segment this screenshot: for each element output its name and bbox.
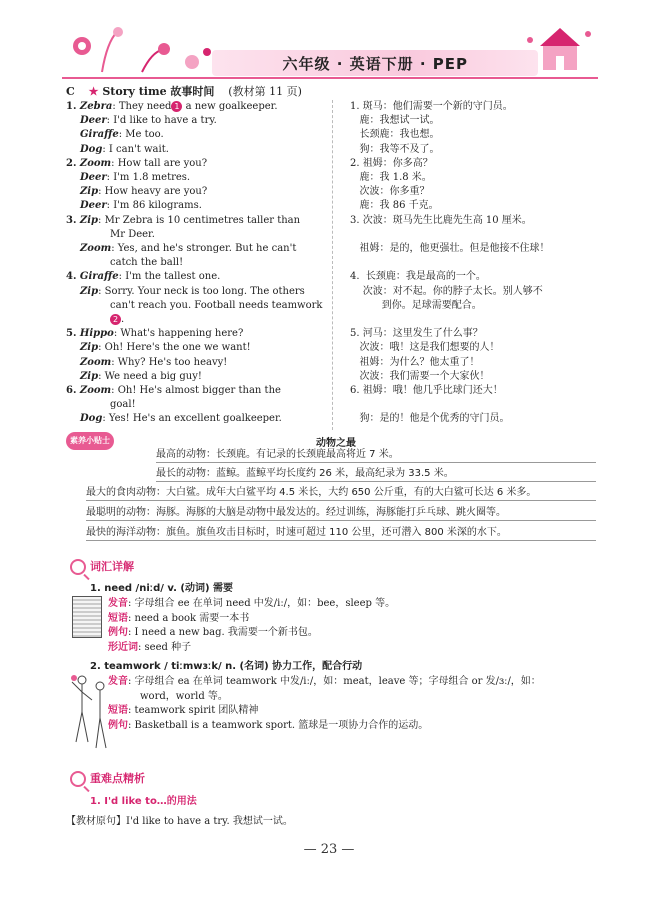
speaker-name: Deer — [80, 115, 107, 127]
line-text: : Why? He's too heavy! — [111, 356, 228, 368]
translation-line: 鹿：我想试一试。 — [350, 115, 440, 127]
headword: 1. need /niːd/ v. (动词) 需要 — [90, 583, 234, 594]
translation-line: 鹿：我 86 千克。 — [350, 200, 439, 212]
similar-key: 形近词 — [108, 641, 138, 653]
phrase-text: : need a book 需要一本书 — [128, 612, 250, 624]
story-line — [66, 100, 316, 114]
tips-badge: 素养小贴士 — [66, 432, 114, 450]
story-line — [66, 171, 316, 185]
line-text: : Oh! Here's the one we want! — [98, 342, 251, 354]
story-line — [66, 356, 316, 370]
section-source: (教材第 11 页) — [228, 85, 302, 98]
speaker-name: Zip — [80, 285, 99, 297]
line-text: . — [121, 314, 125, 326]
basketball-players-icon — [70, 672, 110, 752]
line-text: : Yes, and he's stronger. But he can't — [111, 243, 297, 255]
similar-text: : seed 种子 — [138, 641, 192, 653]
phrase-text: : teamwork spirit 团队精神 — [128, 705, 259, 716]
header-title: 六年级 · 英语下册 · PEP — [282, 55, 468, 73]
story-line — [66, 143, 316, 157]
speaker-name: Zoom — [79, 157, 112, 169]
vocab-details-need — [108, 597, 598, 655]
translation-line: 6. 祖姆：哦！他几乎比球门还大！ — [350, 385, 503, 397]
story-line — [66, 384, 316, 398]
line-text: : What's happening here? — [113, 328, 244, 340]
speaker-name: Giraffe — [79, 271, 119, 283]
column-divider — [332, 100, 333, 430]
vocab-entry-need — [90, 582, 233, 597]
story-line — [66, 256, 316, 270]
keypoints-sub: 1. I'd like to…的用法 — [90, 796, 197, 807]
translation-line: 长颈鹿：我也想。 — [350, 129, 440, 141]
speaker-name: Zip — [80, 186, 99, 198]
section-title: Story time 故事时间 — [102, 85, 215, 98]
phrase-key: 短语 — [108, 612, 128, 624]
line-text: : I'm 1.8 metres. — [106, 172, 191, 184]
translation-line: 狗：我等不及了。 — [350, 143, 440, 155]
story-line — [66, 228, 316, 242]
line-text: : We need a big guy! — [98, 370, 202, 382]
line-number: 4. — [66, 271, 80, 283]
line-text: : Mr Zebra is 10 centimetres taller than — [98, 214, 301, 226]
story-line — [66, 185, 316, 199]
story-line — [66, 157, 316, 171]
example-text: : Basketball is a teamwork sport. 篮球是一项协力合作的运动。 — [128, 719, 429, 731]
story-line — [66, 341, 316, 355]
story-line — [66, 398, 316, 412]
note-marker: 1 — [171, 101, 182, 112]
translation-line: 到你。足球需要配合。 — [350, 299, 482, 311]
pron-text: : 字母组合 ee 在单词 need 中发/iː/，如：bee，sleep 等。 — [128, 598, 396, 609]
vocab-heading — [70, 558, 134, 575]
translation-line: 5. 河马：这里发生了什么事？ — [350, 328, 483, 340]
tip-row: 最聪明的动物：海豚。海豚的大脑是动物中最发达的。经过训练，海豚能打乒乓球、跳火圈等。 — [86, 504, 596, 521]
line-text: : Oh! He's almost bigger than the — [111, 385, 281, 397]
tips-title: 动物之最 — [316, 438, 356, 449]
star-icon: ★ — [88, 85, 99, 98]
pron-text: : 字母组合 ea 在单词 teamwork 中发/iː/，如：meat，leave 等；字母组合 or 发/ɜː/，如： — [128, 676, 541, 687]
note-marker: 2 — [110, 314, 121, 325]
keypoints-heading — [70, 770, 145, 787]
book-icon — [72, 596, 102, 638]
story-line — [66, 214, 316, 228]
story-chinese-column — [350, 100, 600, 427]
translation-line: 次波：我们需要一个大家伙！ — [350, 370, 490, 382]
line-text: : How tall are you? — [111, 157, 208, 169]
line-text: can't reach you. Football needs teamwork — [110, 299, 323, 311]
header-rule — [62, 77, 598, 79]
line-text: a new goalkeeper. — [182, 101, 278, 112]
speaker-name: Deer — [80, 172, 107, 184]
translation-line — [350, 313, 600, 327]
line-number: 2. — [66, 157, 80, 169]
story-line — [66, 327, 316, 341]
floral-decoration-icon — [62, 22, 232, 78]
translation-line: 3. 次波：斑马先生比鹿先生高 10 厘米。 — [350, 214, 532, 226]
line-text: Mr Deer. — [110, 228, 155, 240]
tip-row: 最长的动物：蓝鲸。蓝鲸平均长度约 26 米，最高纪录为 33.5 米。 — [156, 465, 596, 482]
pron-text-cont: word，world 等。 — [140, 690, 228, 702]
speaker-name: Zoom — [79, 385, 112, 397]
story-english-column — [66, 100, 323, 427]
translation-line — [350, 228, 600, 242]
speaker-name: Zip — [80, 370, 99, 382]
line-text: : I can't wait. — [102, 143, 169, 155]
tip-row: 最快的海洋动物：旗鱼。旗鱼攻击目标时，时速可超过 110 公里，还可潜入 800 米深的水下。 — [86, 524, 596, 541]
translation-line: 次波：哦！这是我们想要的人！ — [350, 342, 500, 354]
line-number: 1. — [66, 101, 80, 112]
story-line — [66, 199, 316, 213]
story-line — [66, 128, 316, 142]
line-text: : I'm the tallest one. — [118, 271, 221, 283]
tip-row: 最高的动物：长颈鹿。有记录的长颈鹿最高将近 7 米。 — [156, 446, 596, 463]
pron-key: 发音 — [108, 598, 128, 609]
vocab-details-teamwork — [108, 675, 598, 733]
phrase-key: 短语 — [108, 705, 128, 716]
line-text: : Me too. — [118, 129, 164, 141]
keypoints-subheading — [90, 795, 197, 810]
line-number: 5. — [66, 328, 80, 340]
pron-key: 发音 — [108, 676, 128, 687]
section-letter: C — [66, 85, 75, 98]
keypoints-title: 重难点精析 — [90, 772, 145, 785]
example-key: 例句 — [108, 627, 128, 638]
example-text: : I need a new bag. 我需要一个新书包。 — [128, 627, 318, 638]
story-line — [66, 270, 316, 284]
line-text: : They need — [112, 101, 172, 112]
line-number: 3. — [66, 214, 80, 226]
speaker-name: Dog — [80, 143, 103, 155]
translation-line: 2. 祖姆：你多高？ — [350, 157, 433, 169]
translation-line: 次波：对不起。你的脖子太长。别人够不 — [350, 285, 543, 297]
speaker-name: Hippo — [79, 328, 114, 340]
vocab-title: 词汇详解 — [90, 560, 134, 573]
line-text: : I'm 86 kilograms. — [106, 200, 202, 212]
line-number: 6. — [66, 385, 80, 397]
tip-row: 最大的食肉动物：大白鲨。成年大白鲨平均 4.5 米长，大约 650 公斤重，有的大白鲨可长达 6 米多。 — [86, 484, 596, 501]
keypoints-original — [66, 815, 293, 830]
speaker-name: Deer — [80, 200, 107, 212]
translation-line: 4. 长颈鹿：我是最高的一个。 — [350, 271, 486, 283]
vocab-entry-teamwork — [90, 660, 362, 675]
line-text: catch the ball! — [110, 257, 184, 269]
headword: 2. teamwork / tiːmwɜːk/ n. (名词) 协力工作，配合行动 — [90, 661, 363, 672]
story-line — [66, 285, 316, 299]
story-line — [66, 114, 316, 128]
speaker-name: Zoom — [80, 356, 112, 368]
line-text: : I'd like to have a try. — [106, 115, 217, 127]
story-line — [66, 313, 316, 327]
translation-line — [350, 256, 600, 270]
line-text: : How heavy are you? — [98, 186, 208, 198]
translation-line: 次波：你多重？ — [350, 186, 430, 198]
translation-line — [350, 398, 600, 412]
example-key: 例句 — [108, 719, 128, 731]
translation-line: 狗：是的！他是个优秀的守门员。 — [350, 413, 510, 425]
line-text: : Sorry. Your neck is too long. The others — [98, 285, 305, 297]
translation-line: 祖姆：是的，他更强壮。但是他接不住球！ — [350, 243, 550, 255]
speaker-name: Zip — [80, 342, 99, 354]
translation-line: 祖姆：为什么？他太重了！ — [350, 356, 480, 368]
page-number: — 23 — — [303, 842, 355, 857]
speaker-name: Zoom — [80, 243, 112, 255]
line-text: : Yes! He's an excellent goalkeeper. — [102, 413, 282, 425]
speaker-name: Zebra — [79, 101, 113, 112]
story-line — [66, 242, 316, 256]
line-text: goal! — [110, 399, 136, 411]
speaker-name: Giraffe — [80, 129, 119, 141]
castle-decoration-icon — [518, 22, 598, 78]
story-line — [66, 299, 323, 313]
magnifier-icon — [70, 771, 86, 787]
speaker-name: Zip — [79, 214, 99, 226]
speaker-name: Dog — [80, 413, 103, 425]
page-header — [62, 22, 598, 78]
magnifier-icon — [70, 559, 86, 575]
story-line — [66, 412, 316, 426]
story-line — [66, 370, 316, 384]
section-heading — [66, 83, 302, 99]
translation-line: 1. 斑马：他们需要一个新的守门员。 — [350, 101, 513, 112]
original-sentence: 【教材原句】I'd like to have a try. 我想试一试。 — [66, 816, 293, 827]
translation-line: 鹿：我 1.8 米。 — [350, 172, 432, 184]
